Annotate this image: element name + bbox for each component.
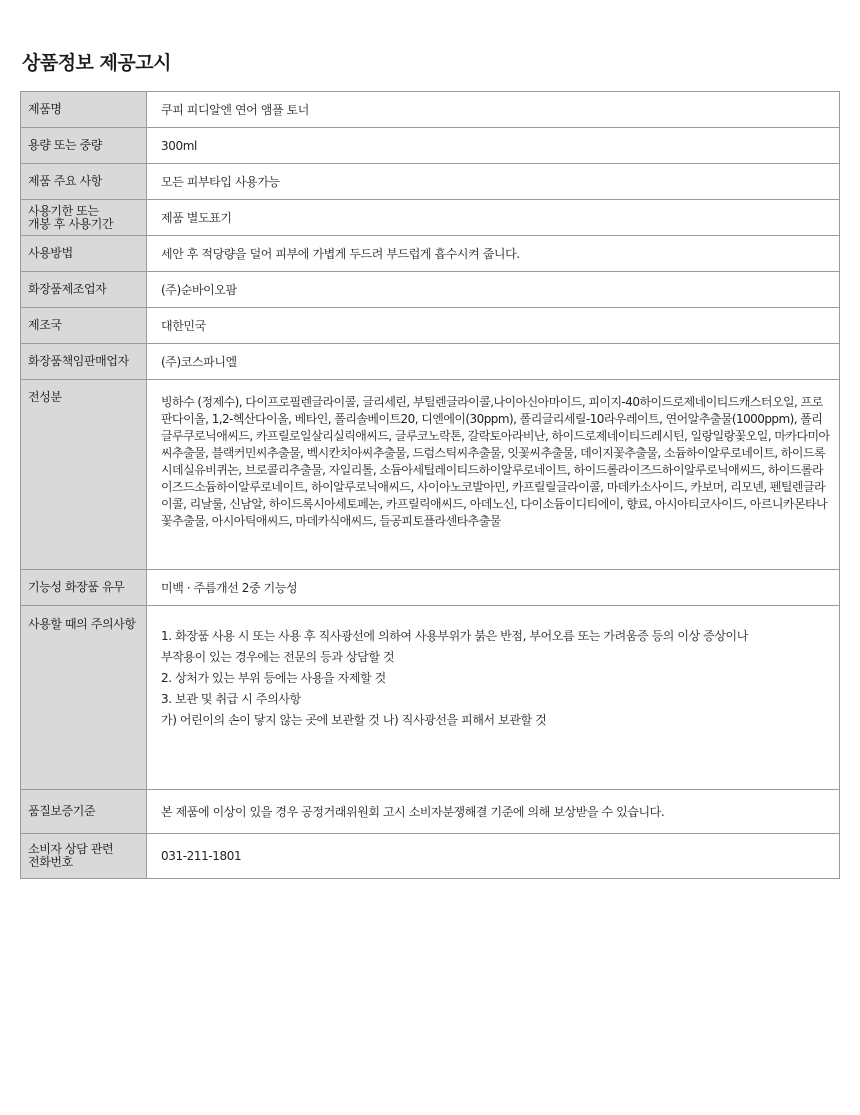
- row-label: 화장품제조업자: [21, 272, 147, 308]
- row-label-text: 전성분: [28, 390, 62, 404]
- manufacturer-value: (주)순바이오팜: [147, 272, 840, 308]
- table-row: [21, 790, 840, 834]
- list-item: 2. 상처가 있는 부위 등에는 사용을 자제할 것: [161, 671, 386, 685]
- list-item: 가) 어린이의 손이 닿지 않는 곳에 보관할 것 나) 직사광선을 피해서 보관할 것: [161, 713, 547, 727]
- row-label: [21, 200, 147, 236]
- row-label-line: 전화번호: [28, 855, 73, 869]
- row-label: 제품 주요 사항: [21, 164, 147, 200]
- row-label: 화장품책임판매업자: [21, 344, 147, 380]
- row-label-line: 소비자 상담 관련: [28, 842, 114, 856]
- table-row: [21, 236, 840, 272]
- main-specs-value: 모든 피부타입 사용가능: [147, 164, 840, 200]
- table-row: [21, 92, 840, 128]
- table-row: [21, 606, 840, 790]
- table-row: [21, 164, 840, 200]
- row-label: 제품명: [21, 92, 147, 128]
- table-row: [21, 570, 840, 606]
- functional-value: 미백 · 주름개선 2중 기능성: [147, 570, 840, 606]
- page-title: 상품정보 제공고시: [22, 52, 171, 74]
- distributor-value: (주)코스파니엘: [147, 344, 840, 380]
- expiry-value: 제품 별도표기: [147, 200, 840, 236]
- volume-value: 300ml: [147, 128, 840, 164]
- product-info-table: [20, 91, 840, 879]
- caution-list: [161, 606, 831, 731]
- list-item: 부작용이 있는 경우에는 전문의 등과 상담할 것: [161, 650, 395, 664]
- row-label-text: 사용할 때의 주의사항: [28, 617, 136, 631]
- row-label: 용량 또는 중량: [21, 128, 147, 164]
- row-label-line: 사용기한 또는: [28, 203, 99, 218]
- table-row: [21, 128, 840, 164]
- ingredients-value: 빙하수 (정제수), 다이프로필렌글라이콜, 글리세린, 부틸렌글라이콜,나이아신아마이드, 피이지-40하이드로제네이티드캐스터오일, 프로판다이올, 1,2-헥산다이올, 베타인, 폴리솔베이트20, 디엔에이(30ppm), 폴리글리세릴-10라우레이트, 연어알추출물(1000ppm), 폴리글루쿠로닉애씨드, 카프릴로일살리실릭애씨드, 글루코노락톤, 갈락토아라비난, 하이드로제네이티드레시틴, 일랑일랑꽃오일, 마카다미아씨추출물, 블랙커민씨추출물, 벡시칸치아씨추출물, 드럼스틱씨추출물, 잇꽃씨추출물, 데이지꽃추출물, 소듐하이알루로네이트, 하이드록시데실유비퀴논, 브로콜리추출물, 자일리톨, 소듐아세틸레이티드하이알루로네이트, 하이드롤라이즈드하이알루로닉애씨드, 하이드롤라이즈드소듐하이알루로네이트, 하이알루로닉애씨드, 사이아노코발아민, 카프릴릴글라이콜, 마데카소사이드, 카보머, 리모넨, 펜틸렌글라이콜, 리날룰, 신남알, 하이드록시아세토페논, 카프릴릭애씨드, 아데노신, 다이소듐이디티에이, 향료, 아시아티코사이드, 아르니카몬타나꽃추출물, 아시아틱애씨드, 마데카식애씨드, 들공피토플라센타추출물: [161, 395, 830, 528]
- row-label: 사용방법: [21, 236, 147, 272]
- country-value: 대한민국: [147, 308, 840, 344]
- ingredients-cell: [147, 380, 840, 570]
- row-label: [21, 380, 147, 570]
- row-label: 기능성 화장품 유무: [21, 570, 147, 606]
- product-name-value: 쿠피 피디알엔 연어 앰플 토너: [147, 92, 840, 128]
- row-label: [21, 606, 147, 790]
- table-row: [21, 308, 840, 344]
- table-row: [21, 380, 840, 570]
- warranty-value: 본 제품에 이상이 있을 경우 공정거래위원회 고시 소비자분쟁해결 기준에 의해 보상받을 수 있습니다.: [147, 790, 840, 834]
- row-label: 제조국: [21, 308, 147, 344]
- list-item: 3. 보관 및 취급 시 주의사항: [161, 692, 301, 706]
- table-row: [21, 272, 840, 308]
- list-item: 1. 화장품 사용 시 또는 사용 후 직사광선에 의하여 사용부위가 붉은 반점, 부어오름 또는 가려움증 등의 이상 증상이나: [161, 629, 748, 643]
- table-row: [21, 344, 840, 380]
- table-row: [21, 834, 840, 879]
- row-label: [21, 834, 147, 879]
- phone-value: 031-211-1801: [147, 834, 840, 879]
- table-row: [21, 200, 840, 236]
- row-label-line: 개봉 후 사용기간: [28, 216, 114, 231]
- row-label: 품질보증기준: [21, 790, 147, 834]
- usage-value: 세안 후 적당량을 덜어 피부에 가볍게 두드려 부드럽게 흡수시켜 줍니다.: [147, 236, 840, 272]
- caution-cell: [147, 606, 840, 790]
